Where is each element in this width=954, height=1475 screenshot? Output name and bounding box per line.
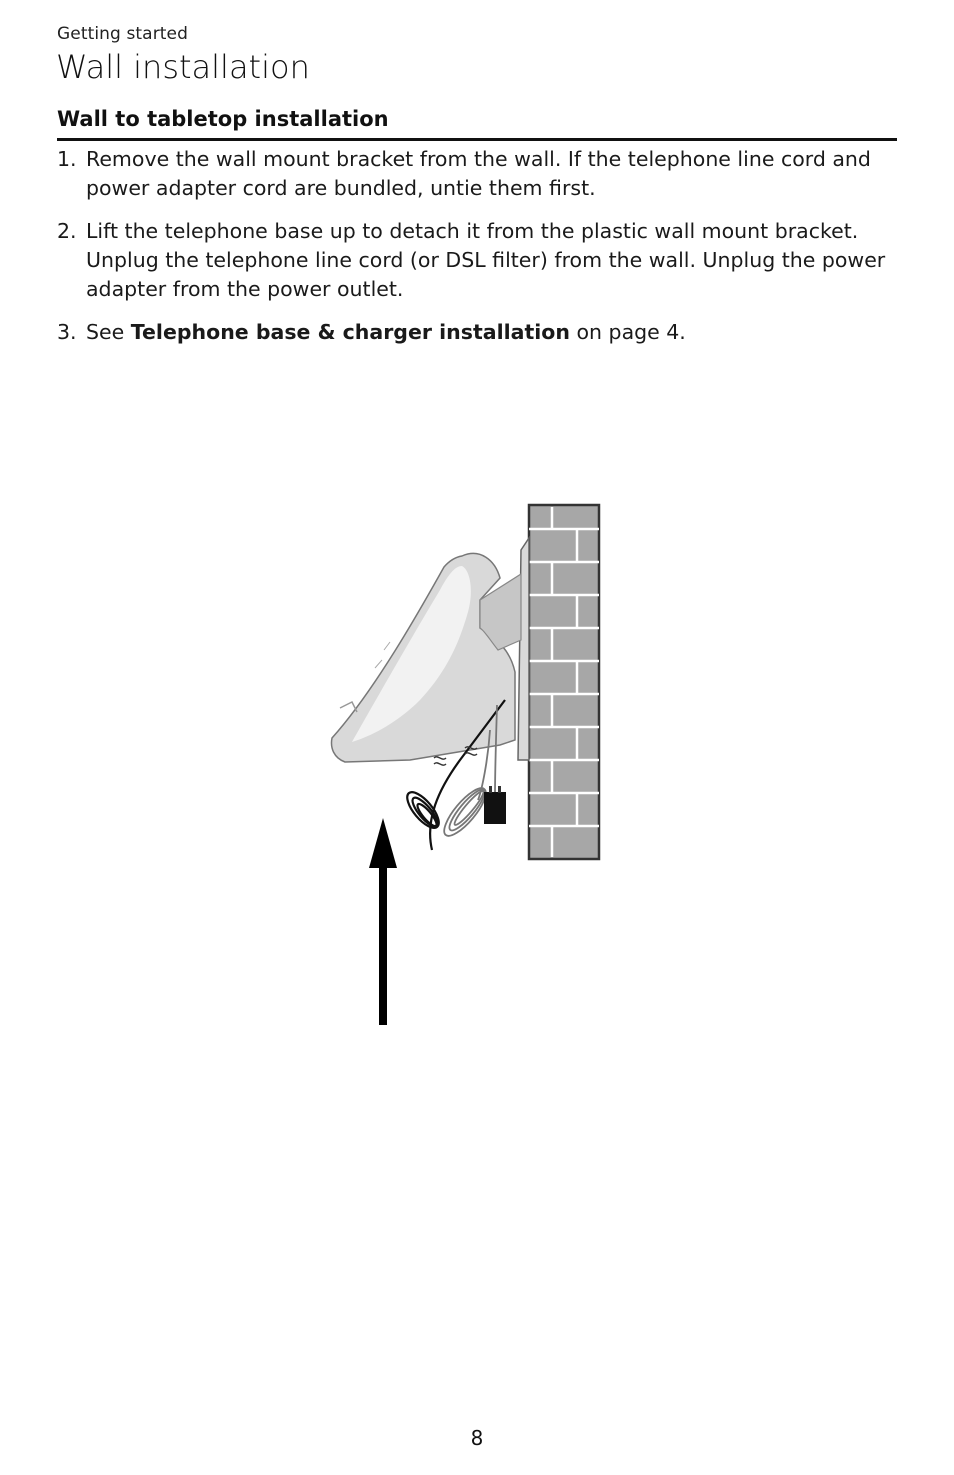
heading-rule — [57, 138, 897, 141]
list-item — [57, 217, 897, 304]
instruction-list — [57, 145, 897, 361]
list-item — [57, 318, 897, 347]
step-number: 3. — [57, 320, 77, 344]
step-number: 2. — [57, 219, 77, 243]
step-number: 1. — [57, 147, 77, 171]
section-label: Getting started — [57, 24, 189, 44]
page-number: 8 — [470, 1426, 484, 1450]
page-title: Wall installation — [56, 48, 310, 86]
list-item — [57, 145, 897, 203]
step-text: Remove the wall mount bracket from the wall. If the telephone line cord and power adapter cord are bundled, untie them first. — [86, 147, 871, 200]
step-text-before: See — [86, 320, 131, 344]
cross-reference-link: Telephone base & charger installation — [130, 320, 570, 344]
step-text: Lift the telephone base up to detach it from the plastic wall mount bracket. Unplug the telephone line cord (or DSL filter) from the wall. Unplug the power adapter from the power outlet. — [86, 219, 886, 301]
wall-body — [529, 505, 599, 859]
brick-wall — [529, 505, 599, 859]
wall-to-tabletop-illustration — [320, 500, 620, 1040]
up-arrow-icon — [369, 818, 397, 1025]
wall-mount-bracket — [518, 538, 529, 760]
subsection-heading: Wall to tabletop installation — [57, 107, 389, 131]
telephone-base — [332, 553, 521, 762]
step-text-after: on page 4. — [569, 320, 686, 344]
